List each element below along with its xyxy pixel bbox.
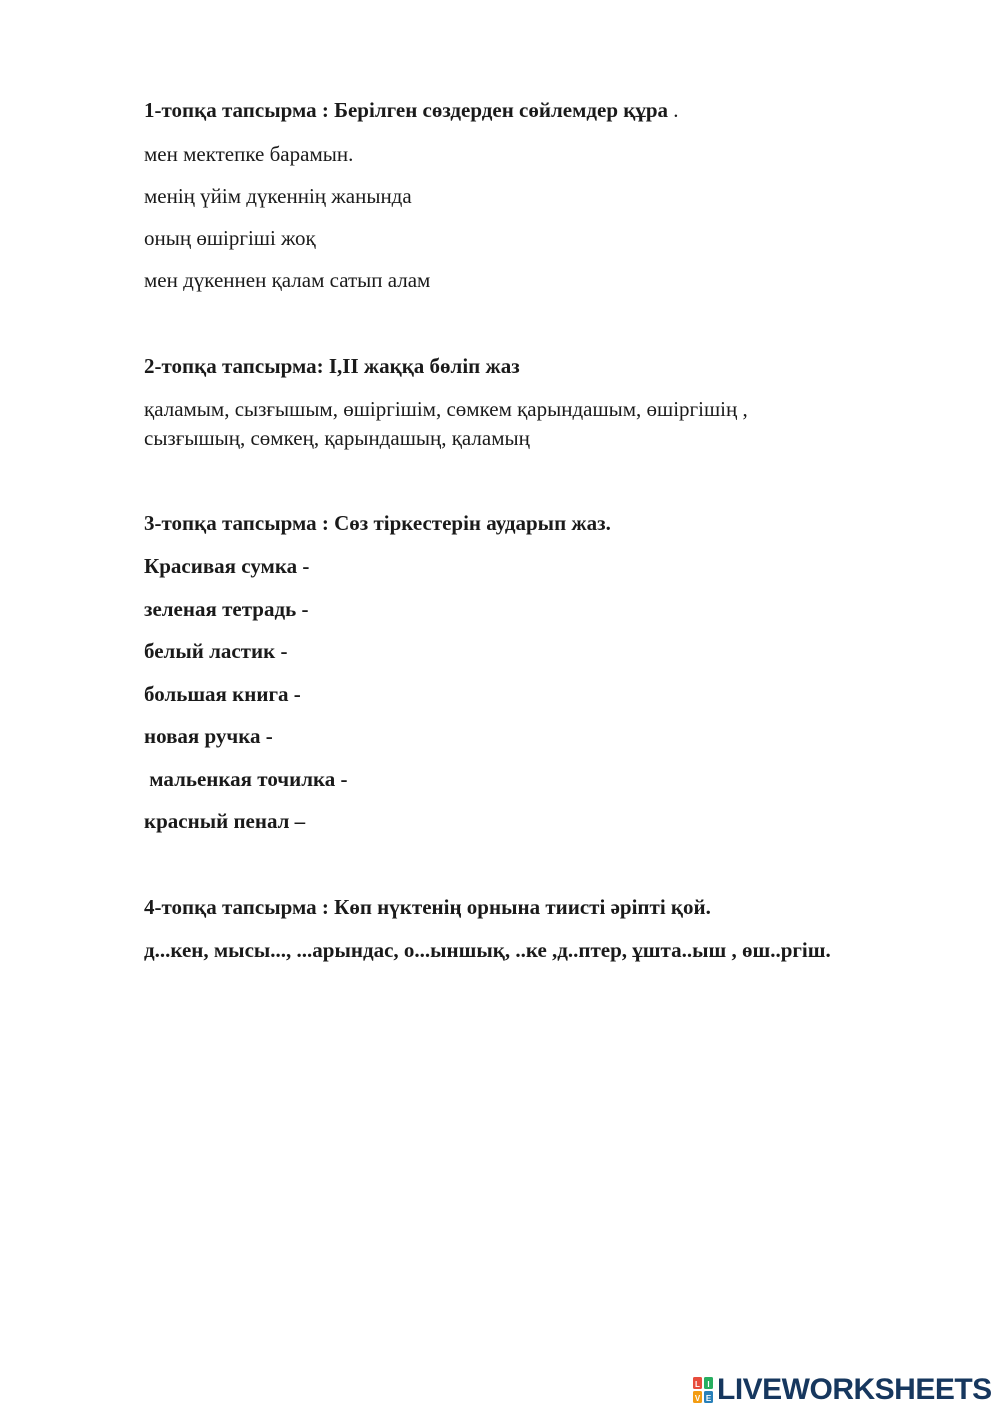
svg-text:V: V <box>694 1394 701 1403</box>
task3-line: красный пенал – <box>144 809 306 833</box>
task2-line: сызғышың, сөмкең, қарындашың, қаламың <box>144 426 530 450</box>
task3-line: большая книга - <box>144 682 301 706</box>
task1-title-text: 1-топқа тапсырма : Берілген сөздерден сөйлемдер құра <box>144 98 669 122</box>
task1-line: оның өшіргіші жоқ <box>144 226 316 250</box>
svg-text:I: I <box>707 1380 710 1389</box>
task4-line: д...кен, мысы..., ...арындас, о...ыншық, ..ке ,д..птер, ұшта..ыш , өш..ргіш. <box>144 938 831 962</box>
logo-text: LIVEWORKSHEETS <box>717 1373 992 1406</box>
task2-line: қаламым, сызғышым, өшіргішім, сөмкем қарындашым, өшіргішің , <box>144 397 748 421</box>
task3-line: мальенкая точилка - <box>144 767 348 791</box>
task1-title <box>144 97 679 123</box>
liveworksheets-mark-icon <box>692 1376 714 1404</box>
task3-line: Красивая сумка - <box>144 554 310 578</box>
task1-line: мен мектепке барамын. <box>144 142 354 166</box>
task3-line: новая ручка - <box>144 724 273 748</box>
svg-text:E: E <box>705 1394 712 1403</box>
task1-line: мен дүкеннен қалам сатып алам <box>144 268 431 292</box>
task4-title: 4-топқа тапсырма : Көп нүктенің орнына тиисті әріпті қой. <box>144 895 711 919</box>
task1-title-trail: . <box>668 98 679 122</box>
task3-line: белый ластик - <box>144 639 288 663</box>
task1-line: менің үйім дүкеннің жанында <box>144 184 412 208</box>
svg-text:L: L <box>695 1380 700 1389</box>
liveworksheets-logo <box>692 1374 992 1406</box>
task3-line: зеленая тетрадь - <box>144 597 309 621</box>
task3-title: 3-топқа тапсырма : Сөз тіркестерін аударып жаз. <box>144 511 611 535</box>
task2-title: 2-топқа тапсырма: I,II жаққа бөліп жаз <box>144 354 520 378</box>
